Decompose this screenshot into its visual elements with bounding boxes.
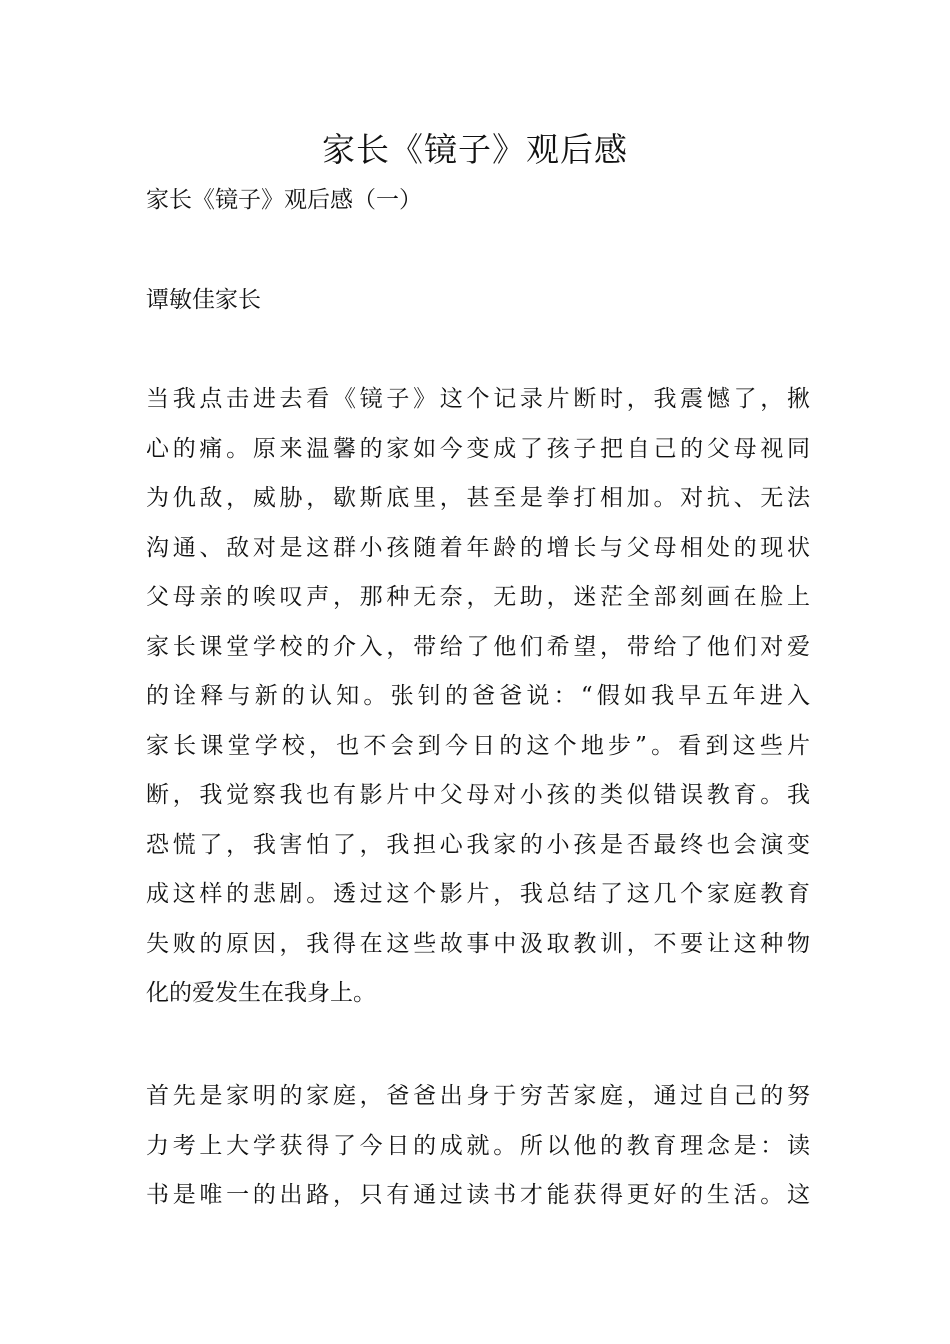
paragraph-1 bbox=[146, 375, 810, 1019]
paragraph-line: 沟通、敌对是这群小孩随着年龄的增长与父母相处的现状 bbox=[146, 534, 810, 561]
paragraph-line: 力考上大学获得了今日的成就。所以他的教育理念是：读 bbox=[146, 1132, 810, 1159]
paragraph-line: 为仇敌，威胁，歇斯底里，甚至是拳打相加。对抗、无法 bbox=[146, 485, 810, 511]
author-line: 谭敏佳家长 bbox=[146, 287, 261, 313]
paragraph-line: 家长课堂学校，也不会到今日的这个地步”。看到这些片 bbox=[146, 732, 810, 759]
paragraph-line: 家长课堂学校的介入，带给了他们希望，带给了他们对爱 bbox=[146, 633, 810, 660]
paragraph-line: 失败的原因，我得在这些故事中汲取教训，不要让这种物 bbox=[146, 930, 810, 957]
document-title: 家长《镜子》观后感 bbox=[322, 130, 628, 169]
paragraph-2 bbox=[146, 1072, 810, 1221]
paragraph-line: 当我点击进去看《镜子》这个记录片断时，我震憾了，揪 bbox=[146, 386, 810, 412]
paragraph-line: 成这样的悲剧。透过这个影片，我总结了这几个家庭教育 bbox=[146, 881, 810, 907]
paragraph-line: 的诠释与新的认知。张钊的爸爸说：“假如我早五年进入 bbox=[146, 683, 810, 709]
paragraph-line: 断，我觉察我也有影片中父母对小孩的类似错误教育。我 bbox=[146, 782, 810, 808]
paragraph-line: 首先是家明的家庭，爸爸出身于穷苦家庭，通过自己的努 bbox=[146, 1083, 810, 1109]
paragraph-line: 父母亲的唉叹声，那种无奈，无助，迷茫全部刻画在脸上 bbox=[146, 584, 810, 610]
paragraph-line: 恐慌了，我害怕了，我担心我家的小孩是否最终也会演变 bbox=[146, 831, 810, 858]
paragraph-line: 化的爱发生在我身上。 bbox=[146, 980, 376, 1006]
document-subtitle: 家长《镜子》观后感（一） bbox=[146, 187, 422, 213]
paragraph-line: 心的痛。原来温馨的家如今变成了孩子把自己的父母视同 bbox=[146, 435, 810, 462]
paragraph-line: 书是唯一的出路，只有通过读书才能获得更好的生活。这 bbox=[146, 1182, 810, 1208]
